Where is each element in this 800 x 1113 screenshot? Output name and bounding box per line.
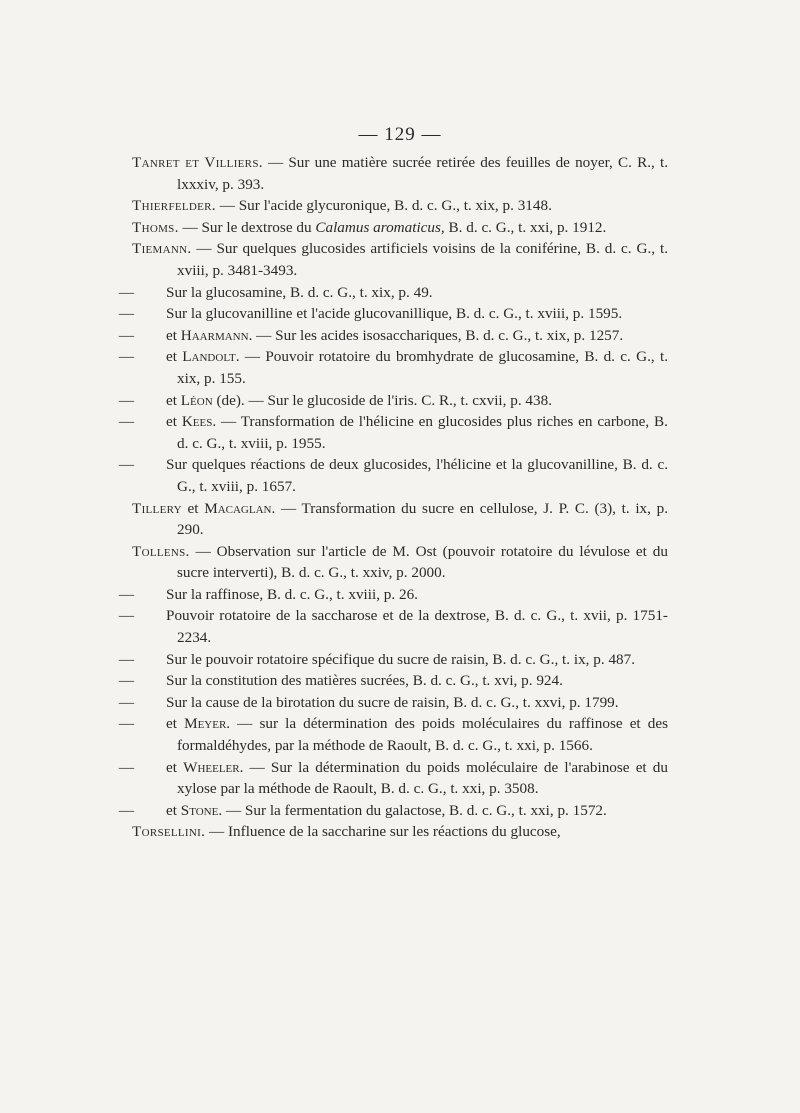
entry-text-tail: — Sur les acides isosacchariques, B. d. c. G., t. xix, p. 1257. bbox=[252, 326, 624, 344]
entry-text: Pouvoir rotatoire de la saccharose et de la dextrose, B. d. c. G., t. xvii, p. 1751-2234. bbox=[166, 607, 668, 647]
bibliography-entry bbox=[132, 217, 668, 239]
coauthor-name: Haarmann. bbox=[180, 326, 253, 344]
entry-text: et bbox=[181, 499, 205, 517]
entry-text: — Observation sur l'article de M. Ost (pouvoir rotatoire du lévulose et du sucre interverti), B. d. c. G., t. xxiv, p. 2000. bbox=[177, 542, 668, 582]
entry-text: et bbox=[166, 801, 181, 819]
bibliography-entry bbox=[118, 325, 668, 347]
coauthor-name: Léon bbox=[180, 391, 213, 409]
entry-text: — Sur le dextrose du bbox=[178, 218, 316, 236]
entry-text-tail: — Pouvoir rotatoire du bromhydrate de glucosamine, B. d. c. G., t. xix, p. 155. bbox=[177, 348, 668, 387]
coauthor-name: Meyer. bbox=[184, 715, 231, 733]
ditto-dash: — bbox=[118, 283, 135, 301]
bibliography-list bbox=[118, 152, 669, 843]
entry-text: et bbox=[166, 348, 183, 366]
entry-text: Sur la raffinose, B. d. c. G., t. xviii, p. 26. bbox=[166, 585, 418, 603]
coauthor-name: Kees. bbox=[181, 413, 217, 431]
entry-text-tail: — sur la détermination des poids moléculaires du raffinose et des formaldéhydes, par la méthode de Raoult, B. d. c. G., t. xxi, p. 1566. bbox=[177, 715, 668, 755]
ditto-dash: — bbox=[118, 305, 135, 323]
bibliography-entry bbox=[118, 800, 668, 822]
entry-text: Sur la constitution des matières sucrées, B. d. c. G., t. xvi, p. 924. bbox=[166, 672, 563, 690]
entry-text: Sur la glucovanilline et l'acide glucovanillique, B. d. c. G., t. xviii, p. 1595. bbox=[166, 305, 623, 323]
entry-text: Sur quelques réactions de deux glucosides, l'hélicine et la glucovanilline, B. d. c. G., t. xviii, p. 1657. bbox=[166, 456, 668, 495]
bibliography-entry bbox=[132, 541, 668, 584]
entry-text: Sur la cause de la birotation du sucre de raisin, B. d. c. G., t. xxvi, p. 1799. bbox=[166, 693, 619, 711]
ditto-dash: — bbox=[118, 715, 135, 733]
author-name: Tanret et Villiers. bbox=[132, 154, 263, 171]
author-name: Tiemann. bbox=[132, 240, 192, 258]
bibliography-entry bbox=[118, 454, 668, 497]
coauthor-name: Macaglan. bbox=[204, 499, 276, 517]
bibliography-entry bbox=[118, 390, 668, 412]
coauthor-name: Wheeler. bbox=[183, 758, 244, 776]
ditto-dash: — bbox=[118, 607, 135, 625]
author-name: Thoms. bbox=[132, 218, 179, 236]
ditto-dash: — bbox=[118, 693, 135, 711]
bibliography-entry bbox=[132, 238, 668, 281]
entry-text-tail: — Transformation de l'hélicine en glucosides plus riches en carbone, B. d. c. G., t. xviii, p. 1955. bbox=[177, 413, 668, 452]
entry-text: — Sur une matière sucrée retirée des feuilles de noyer, C. R., t. lxxxiv, p. 393. bbox=[177, 154, 668, 193]
bibliography-entry bbox=[118, 670, 668, 692]
bibliography-entry bbox=[132, 152, 668, 195]
entry-text: et bbox=[166, 413, 182, 431]
ditto-dash: — bbox=[118, 801, 135, 819]
bibliography-entry bbox=[118, 303, 668, 325]
entry-text: et bbox=[166, 391, 181, 409]
entry-text-tail: (de). — Sur le glucoside de l'iris. C. R., t. cxvii, p. 438. bbox=[212, 391, 553, 409]
author-name: Thierfelder. bbox=[132, 197, 216, 215]
entry-text-tail: — Sur la fermentation du galactose, B. d. c. G., t. xxi, p. 1572. bbox=[222, 801, 607, 819]
entry-text: et bbox=[166, 715, 185, 733]
bibliography-entry bbox=[118, 757, 668, 800]
author-name: Torsellini. bbox=[132, 823, 206, 841]
entry-text: et bbox=[166, 758, 184, 776]
coauthor-name: Landolt. bbox=[182, 348, 240, 366]
ditto-dash: — bbox=[118, 672, 135, 690]
bibliography-entry bbox=[118, 713, 668, 756]
bibliography-entry bbox=[118, 605, 668, 648]
entry-text: — Sur quelques glucosides artificiels voisins de la coniférine, B. d. c. G., t. xviii, p. 3481-3493. bbox=[177, 240, 668, 279]
entry-text: Sur la glucosamine, B. d. c. G., t. xix, p. 49. bbox=[166, 283, 433, 301]
ditto-dash: — bbox=[118, 326, 135, 344]
bibliography-entry bbox=[132, 821, 668, 843]
ditto-dash: — bbox=[118, 456, 135, 474]
entry-text: — Sur l'acide glycuronique, B. d. c. G., t. xix, p. 3148. bbox=[215, 197, 552, 215]
bibliography-entry bbox=[118, 692, 668, 714]
entry-text: — Influence de la saccharine sur les réactions du glucose, bbox=[205, 823, 561, 841]
entry-italic-title: Calamus aromaticus, bbox=[315, 218, 445, 236]
entry-text: Sur le pouvoir rotatoire spécifique du sucre de raisin, B. d. c. G., t. ix, p. 487. bbox=[166, 650, 636, 668]
bibliography-entry bbox=[132, 498, 668, 541]
entry-text-tail: B. d. c. G., t. xxi, p. 1912. bbox=[444, 218, 607, 236]
bibliography-entry bbox=[118, 649, 668, 671]
bibliography-entry bbox=[118, 282, 668, 304]
ditto-dash: — bbox=[118, 413, 135, 431]
coauthor-name: Stone. bbox=[180, 801, 223, 819]
ditto-dash: — bbox=[118, 391, 135, 409]
bibliography-entry bbox=[118, 411, 668, 454]
entry-text: et bbox=[166, 326, 181, 344]
ditto-dash: — bbox=[118, 585, 135, 603]
ditto-dash: — bbox=[118, 650, 135, 668]
author-name: Tillery bbox=[132, 499, 182, 517]
entry-text-tail: — Transformation du sucre en cellulose, J. P. C. (3), t. ix, p. 290. bbox=[177, 499, 669, 539]
bibliography-entry bbox=[132, 195, 668, 217]
bibliography-entry bbox=[118, 584, 668, 606]
page-number: — 129 — bbox=[358, 124, 442, 145]
ditto-dash: — bbox=[118, 758, 135, 776]
author-name: Tollens. bbox=[132, 542, 190, 560]
ditto-dash: — bbox=[118, 348, 135, 366]
entry-text-tail: — Sur la détermination du poids moléculaire de l'arabinose et du xylose par la méthode de Raoult, B. d. c. G., t. xxi, p. 3508. bbox=[177, 758, 668, 798]
bibliography-entry bbox=[118, 346, 668, 389]
